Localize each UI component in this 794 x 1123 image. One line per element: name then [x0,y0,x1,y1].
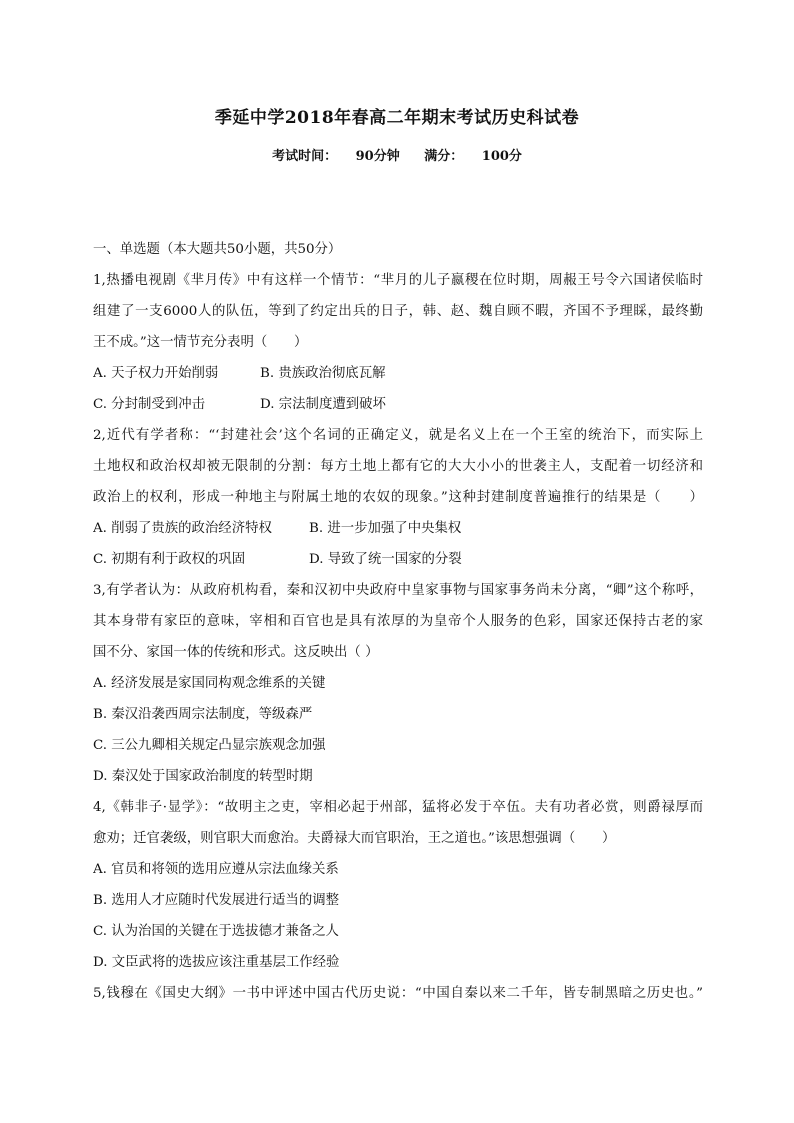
question-text-line: 3,有学者认为：从政府机构看，秦和汉初中央政府中皇家事物与国家事务尚未分离，“卿”这个称呼， [93,583,703,598]
option-d[interactable]: D. 宗法制度遭到破坏 [260,397,386,412]
time-label: 考试时间： [272,149,338,164]
question-text-line: 其本身带有家臣的意味，宰相和百官也是具有浓厚的为皇帝个人服务的色彩，国家还保持古老的家 [93,614,703,629]
question-5 [93,978,703,1009]
exam-body [93,234,703,1009]
question-text-line: 5,钱穆在《国史大纲》一书中评述中国古代历史说：“中国自秦以来二千年，皆专制黑暗之历史也。” [93,986,703,1001]
options-row [93,389,703,420]
option-a[interactable]: A. 天子权力开始削弱 [93,366,219,381]
section-heading: 一、单选题（本大题共50小题，共50分） [93,242,342,257]
option-d[interactable]: D. 文臣武将的选拔应该注重基层工作经验 [93,955,340,970]
option-b[interactable]: B. 选用人才应随时代发展进行适当的调整 [93,893,339,908]
option-a[interactable]: A. 削弱了贵族的政治经济特权 [93,521,272,536]
question-text-line: 国不分、家国一体的传统和形式。这反映出（ ） [93,645,379,660]
question-1 [93,265,703,420]
options-row [93,513,703,544]
question-3 [93,575,703,792]
question-text-line: 土地权和政治权却被无限制的分割：每方土地上都有它的大大小小的世袭主人，支配着一切经济和 [93,459,703,474]
time-value: 90分钟 [355,149,400,164]
option-d[interactable]: D. 秦汉处于国家政治制度的转型时期 [93,769,313,784]
score-label: 满分： [424,149,464,164]
question-text-line: 政治上的权利，形成一种地主与附属土地的农奴的现象。”这种封建制度普遍推行的结果是（ ） [93,490,703,505]
option-b[interactable]: B. 进一步加强了中央集权 [309,521,462,536]
question-text-line: 4,《韩非子·显学》：“故明主之吏，宰相必起于州部，猛将必发于卒伍。夫有功者必赏，则爵禄厚而 [93,800,703,815]
option-c[interactable]: C. 分封制受到冲击 [93,397,206,412]
question-text-line: 王不成。”这一情节充分表明（ ） [93,335,308,350]
option-c[interactable]: C. 三公九卿相关规定凸显宗族观念加强 [93,738,326,753]
question-text-line: 组建了一支6000人的队伍，等到了约定出兵的日子，韩、赵、魏自顾不暇，齐国不予理睬，最终勤 [93,304,703,319]
exam-info [0,145,794,164]
question-text-line: 2,近代有学者称：“‘封建社会’这个名词的正确定义，就是名义上在一个王室的统治下，而实际上 [93,428,703,443]
option-a[interactable]: A. 官员和将领的选用应遵从宗法血缘关系 [93,862,339,877]
options-row [93,544,703,575]
question-text-line: 1,热播电视剧《芈月传》中有这样一个情节：“芈月的儿子嬴稷在位时期，周赧王号令六国诸侯临时 [93,273,703,288]
score-value: 100分 [481,149,522,164]
question-4 [93,792,703,978]
option-a[interactable]: A. 经济发展是家国同构观念维系的关键 [93,676,326,691]
option-b[interactable]: B. 秦汉沿袭西周宗法制度，等级森严 [93,707,313,722]
option-b[interactable]: B. 贵族政治彻底瓦解 [260,366,386,381]
options-row [93,358,703,389]
question-text-line: 愈劝；迁官袭级，则官职大而愈治。夫爵禄大而官职治，王之道也。”该思想强调（ ） [93,831,616,846]
option-d[interactable]: D. 导致了统一国家的分裂 [309,552,462,567]
page-title: 季延中学2018年春高二年期末考试历史科试卷 [214,108,580,128]
option-c[interactable]: C. 认为治国的关键在于选拔德才兼备之人 [93,924,339,939]
option-c[interactable]: C. 初期有利于政权的巩固 [93,552,246,567]
question-2 [93,420,703,575]
